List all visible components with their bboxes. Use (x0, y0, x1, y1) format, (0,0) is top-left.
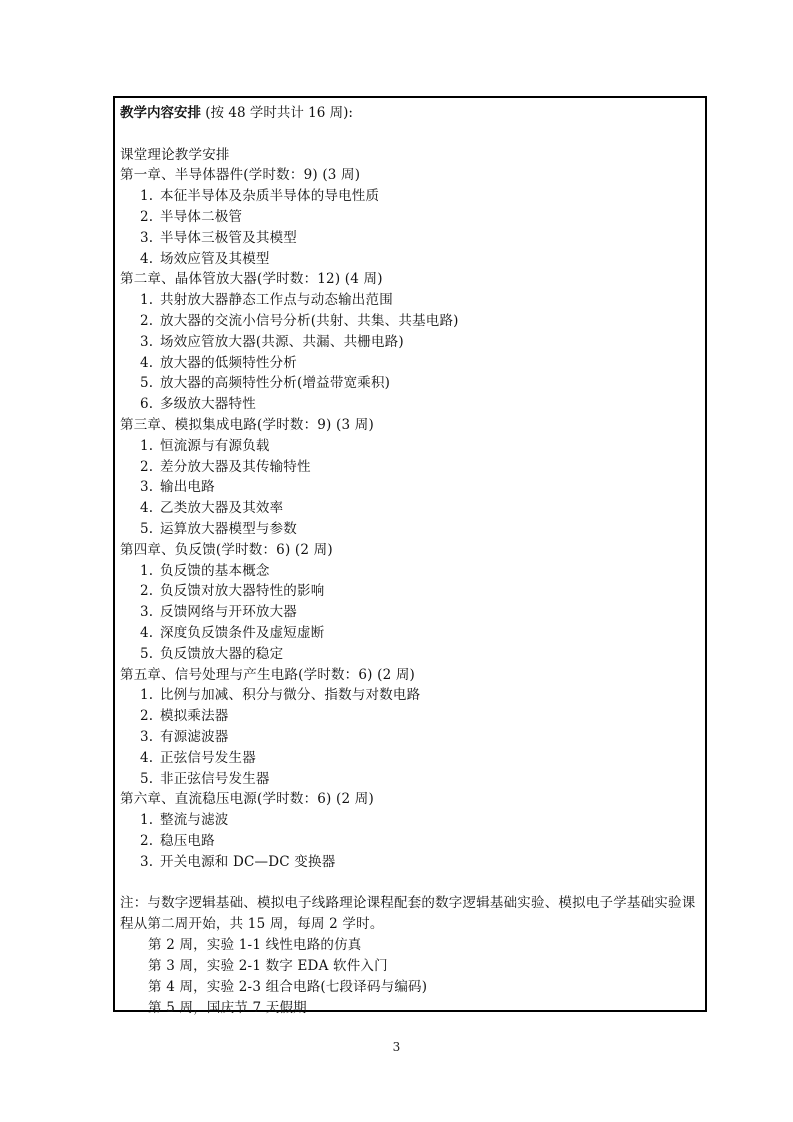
chapter-item-text: 比例与加减、积分与微分、指数与对数电路 (160, 687, 421, 704)
chapter-title: 第六章、直流稳压电源(学时数：6) (2 周) (120, 791, 374, 808)
chapter-item-number: 2. (140, 208, 154, 225)
chapter-item-text: 差分放大器及其传输特性 (160, 458, 311, 475)
schedule-heading-rest: (按 48 学时共计 16 周): (201, 105, 353, 121)
chapter-item (120, 581, 705, 602)
chapter-item-text: 非正弦信号发生器 (160, 770, 270, 787)
chapter-item-text: 深度负反馈条件及虚短虚断 (160, 624, 325, 641)
chapter-item-number: 4. (140, 354, 154, 371)
chapter-item-text: 负反馈对放大器特性的影响 (160, 583, 325, 600)
chapter-item-text: 有源滤波器 (160, 728, 229, 745)
chapter-item-number: 2. (140, 458, 154, 475)
chapter-item-text: 乙类放大器及其效率 (160, 500, 284, 517)
chapter-title: 第三章、模拟集成电路(学时数：9) (3 周) (120, 416, 374, 433)
lab-week-item: 第 3 周，实验 2-1 数字 EDA 软件入门 (148, 958, 388, 975)
chapter-item-text: 负反馈放大器的稳定 (160, 645, 284, 662)
chapter-item (120, 831, 705, 852)
chapter-item-text: 共射放大器静态工作点与动态输出范围 (160, 292, 393, 309)
chapter-item-number: 1. (140, 437, 154, 454)
chapter-item-number: 2. (140, 583, 154, 600)
schedule-heading (120, 103, 705, 124)
lab-week-item: 第 2 周，实验 1-1 线性电路的仿真 (148, 937, 362, 954)
chapter-item (120, 228, 705, 249)
chapter-item (120, 186, 705, 207)
chapter-item-number: 2. (140, 832, 154, 849)
chapter-item-number: 2. (140, 312, 154, 329)
chapter-item-number: 1. (140, 562, 154, 579)
lab-note: 注：与数字逻辑基础、模拟电子线路理论课程配套的数字逻辑基础实验、模拟电子学基础实验课程从第二周开始，共 15 周，每周 2 学时。 (120, 895, 696, 933)
chapter-item (120, 519, 705, 540)
chapter-item-number: 1. (140, 812, 154, 829)
chapter-item (120, 311, 705, 332)
chapter-item (120, 852, 705, 873)
chapter-item-text: 场效应管及其模型 (160, 250, 270, 267)
chapter-item (120, 332, 705, 353)
chapter-title: 第四章、负反馈(学时数：6) (2 周) (120, 541, 333, 558)
chapter-item-text: 放大器的交流小信号分析(共射、共集、共基电路) (160, 312, 459, 329)
chapter-item-text: 半导体三极管及其模型 (160, 229, 297, 246)
chapter-item-number: 3. (140, 604, 154, 621)
chapter-item-number: 3. (140, 333, 154, 350)
chapter-item (120, 727, 705, 748)
chapter-item-text: 运算放大器模型与参数 (160, 520, 297, 537)
chapter-item-text: 多级放大器特性 (160, 396, 256, 413)
chapter-item-number: 5. (140, 645, 154, 662)
chapter-title: 第二章、晶体管放大器(学时数：12) (4 周) (120, 271, 383, 288)
chapter-item (120, 394, 705, 415)
chapter-item-number: 5. (140, 375, 154, 392)
week-list (120, 935, 705, 1018)
chapter-item (120, 477, 705, 498)
chapter-item (120, 353, 705, 374)
spacer (120, 872, 705, 893)
chapter-item-text: 本征半导体及杂质半导体的导电性质 (160, 188, 380, 205)
chapter-item-number: 4. (140, 749, 154, 766)
chapter-item-text: 正弦信号发生器 (160, 749, 256, 766)
chapter-title: 第一章、半导体器件(学时数：9) (3 周) (120, 167, 361, 184)
chapter-item-number: 2. (140, 708, 154, 725)
chapter-item (120, 706, 705, 727)
chapter-item (120, 602, 705, 623)
chapter-item-number: 3. (140, 853, 154, 870)
chapter-item (120, 207, 705, 228)
chapter-item-text: 负反馈的基本概念 (160, 562, 270, 579)
chapter-item-number: 4. (140, 500, 154, 517)
chapter-item (120, 373, 705, 394)
chapter-item-text: 反馈网络与开环放大器 (160, 604, 297, 621)
chapter-item (120, 748, 705, 769)
chapter-item-number: 3. (140, 479, 154, 496)
chapter-item (120, 769, 705, 790)
chapter-item-number: 1. (140, 188, 154, 205)
chapter-item (120, 290, 705, 311)
chapter-item-text: 恒流源与有源负载 (160, 437, 270, 454)
schedule-heading-bold: 教学内容安排 (120, 105, 201, 121)
chapter-item-number: 6. (140, 396, 154, 413)
chapter-item-number: 1. (140, 292, 154, 309)
chapter-item-text: 放大器的低频特性分析 (160, 354, 297, 371)
chapter-item (120, 685, 705, 706)
section-title: 课堂理论教学安排 (120, 146, 230, 163)
chapter-item-number: 1. (140, 687, 154, 704)
chapter-item (120, 644, 705, 665)
lab-week-item: 第 5 周，国庆节 7 天假期 (148, 999, 307, 1016)
chapter-item-number: 4. (140, 250, 154, 267)
chapter-item-text: 输出电路 (160, 479, 215, 496)
lab-week-item: 第 4 周，实验 2-3 组合电路(七段译码与编码) (148, 978, 428, 995)
chapter-item-text: 场效应管放大器(共源、共漏、共栅电路) (160, 333, 404, 350)
chapter-title: 第五章、信号处理与产生电路(学时数：6) (2 周) (120, 666, 416, 683)
chapter-item-number: 5. (140, 520, 154, 537)
chapter-item-number: 5. (140, 770, 154, 787)
chapter-item (120, 561, 705, 582)
chapter-item-text: 放大器的高频特性分析(增益带宽乘积) (160, 375, 391, 392)
chapter-list (120, 165, 705, 872)
chapter-item-text: 整流与滤波 (160, 812, 229, 829)
spacer (120, 124, 705, 145)
chapter-item-text: 开关电源和 DC—DC 变换器 (160, 853, 336, 870)
page-number: 3 (392, 1040, 401, 1054)
chapter-item-number: 3. (140, 229, 154, 246)
chapter-item (120, 810, 705, 831)
chapter-item (120, 498, 705, 519)
chapter-item (120, 436, 705, 457)
chapter-item-number: 3. (140, 728, 154, 745)
chapter-item-text: 稳压电路 (160, 832, 215, 849)
chapter-item-number: 4. (140, 624, 154, 641)
chapter-item (120, 623, 705, 644)
chapter-item-text: 半导体二极管 (160, 208, 243, 225)
chapter-item-text: 模拟乘法器 (160, 708, 229, 725)
chapter-item (120, 457, 705, 478)
content-table-cell (113, 96, 707, 1016)
chapter-item (120, 249, 705, 270)
